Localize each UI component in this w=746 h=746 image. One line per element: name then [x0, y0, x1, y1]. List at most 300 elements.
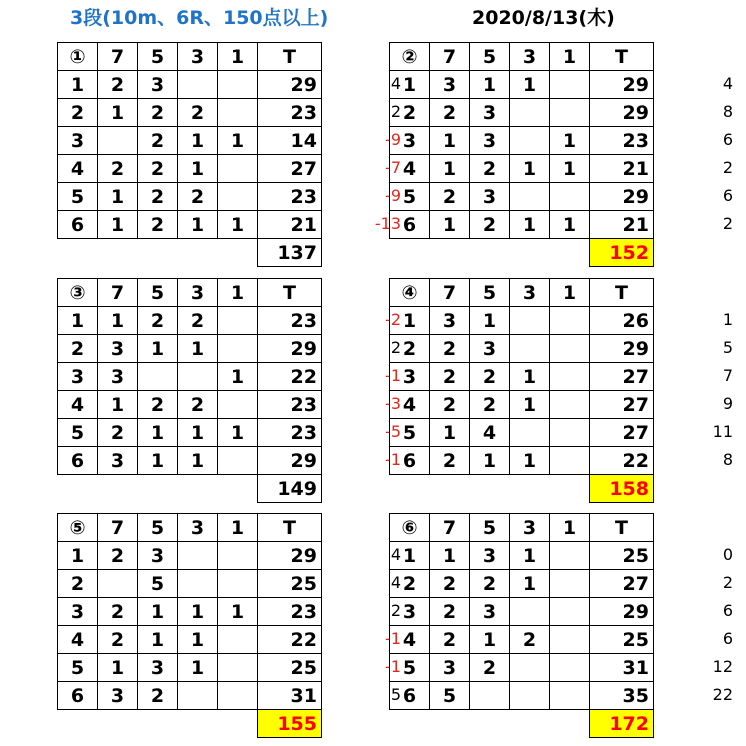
- count-5: 3: [138, 542, 178, 570]
- count-1: 1: [218, 127, 258, 155]
- table-row: [58, 363, 322, 391]
- column-header: 5: [470, 514, 510, 542]
- table-row: [58, 307, 322, 335]
- count-3: [510, 419, 550, 447]
- score-table: [57, 42, 322, 267]
- score-table: [389, 513, 654, 738]
- count-5: 2: [470, 391, 510, 419]
- column-header: 7: [430, 514, 470, 542]
- count-5: 2: [138, 211, 178, 239]
- count-1: [550, 71, 590, 99]
- count-5: 3: [470, 335, 510, 363]
- count-3: [178, 682, 218, 710]
- difference-value: -1: [385, 366, 401, 385]
- end-total: 27: [590, 391, 654, 419]
- count-3: [510, 682, 550, 710]
- end-total: 29: [258, 335, 322, 363]
- table-row: [58, 682, 322, 710]
- column-header: T: [590, 514, 654, 542]
- count-7: 2: [98, 542, 138, 570]
- count-1: [218, 335, 258, 363]
- count-1: [550, 654, 590, 682]
- column-header: 3: [178, 279, 218, 307]
- count-5: 2: [470, 570, 510, 598]
- end-total: 25: [258, 570, 322, 598]
- count-3: 1: [510, 211, 550, 239]
- count-3: [178, 363, 218, 391]
- table-row: [58, 447, 322, 475]
- end-total: 27: [590, 570, 654, 598]
- table-row: [390, 363, 654, 391]
- column-header: 7: [98, 279, 138, 307]
- count-5: 3: [470, 542, 510, 570]
- count-3: 1: [178, 626, 218, 654]
- end-total: 23: [258, 598, 322, 626]
- grand-total: 149: [258, 475, 322, 503]
- difference-value: 22: [712, 685, 733, 704]
- count-7: 1: [98, 183, 138, 211]
- grand-total: 155: [258, 710, 322, 738]
- count-5: [470, 682, 510, 710]
- table-row: [390, 447, 654, 475]
- count-7: [98, 570, 138, 598]
- score-block-5: [57, 513, 403, 735]
- column-header: T: [258, 514, 322, 542]
- end-number: 4: [390, 626, 430, 654]
- column-header: T: [258, 279, 322, 307]
- count-7: 2: [430, 99, 470, 127]
- count-1: [550, 363, 590, 391]
- end-total: 14: [258, 127, 322, 155]
- end-number: 2: [58, 335, 98, 363]
- end-number: 2: [390, 99, 430, 127]
- end-number: 2: [58, 570, 98, 598]
- count-5: 2: [138, 155, 178, 183]
- table-row: [390, 211, 654, 239]
- column-header: 1: [218, 514, 258, 542]
- count-5: 1: [138, 419, 178, 447]
- count-7: 3: [98, 682, 138, 710]
- count-1: [218, 99, 258, 127]
- end-number: 4: [58, 155, 98, 183]
- column-header: 5: [470, 279, 510, 307]
- count-5: 3: [138, 654, 178, 682]
- difference-value: 2: [390, 601, 401, 620]
- end-number: 6: [58, 211, 98, 239]
- count-7: 3: [430, 654, 470, 682]
- count-5: 2: [138, 682, 178, 710]
- end-total: 23: [258, 307, 322, 335]
- count-1: [550, 682, 590, 710]
- difference-value: -2: [385, 310, 401, 329]
- difference-value: 4: [390, 74, 401, 93]
- end-total: 25: [258, 654, 322, 682]
- count-3: 1: [510, 570, 550, 598]
- difference-value: -5: [385, 422, 401, 441]
- sum-row: [390, 475, 654, 503]
- set-mark: ④: [390, 279, 430, 307]
- end-total: 21: [590, 155, 654, 183]
- column-header: T: [590, 43, 654, 71]
- table-row: [58, 570, 322, 598]
- count-7: 2: [98, 419, 138, 447]
- difference-value: -3: [385, 394, 401, 413]
- table-row: [390, 682, 654, 710]
- count-5: 1: [138, 335, 178, 363]
- column-header: 7: [98, 514, 138, 542]
- count-1: [550, 99, 590, 127]
- end-total: 29: [590, 598, 654, 626]
- end-total: 23: [258, 99, 322, 127]
- count-7: 1: [430, 127, 470, 155]
- difference-value: 8: [722, 102, 733, 121]
- count-7: 3: [98, 447, 138, 475]
- count-7: 1: [430, 542, 470, 570]
- difference-value: -7: [385, 158, 401, 177]
- difference-value: 2: [722, 158, 733, 177]
- end-total: 27: [258, 155, 322, 183]
- table-row: [58, 155, 322, 183]
- table-row: [390, 598, 654, 626]
- table-row: [390, 654, 654, 682]
- count-3: [510, 307, 550, 335]
- header-row: [58, 279, 322, 307]
- date-label: 2020/8/13(木): [472, 7, 615, 29]
- count-1: 1: [218, 211, 258, 239]
- count-7: 2: [98, 598, 138, 626]
- count-1: 1: [550, 155, 590, 183]
- end-number: 3: [390, 598, 430, 626]
- table-row: [390, 183, 654, 211]
- end-number: 3: [390, 127, 430, 155]
- difference-value: 4: [390, 573, 401, 592]
- count-1: [218, 570, 258, 598]
- table-row: [390, 391, 654, 419]
- difference-value: 6: [722, 601, 733, 620]
- difference-value: -1: [385, 629, 401, 648]
- end-total: 26: [590, 307, 654, 335]
- table-row: [390, 307, 654, 335]
- table-row: [390, 419, 654, 447]
- difference-value: 2: [722, 573, 733, 592]
- count-7: 1: [98, 211, 138, 239]
- grand-total: 137: [258, 239, 322, 267]
- count-5: 1: [470, 447, 510, 475]
- blank-cell: [390, 475, 590, 503]
- count-1: [550, 419, 590, 447]
- count-7: 1: [98, 307, 138, 335]
- set-mark: ③: [58, 279, 98, 307]
- table-row: [390, 542, 654, 570]
- count-3: [510, 654, 550, 682]
- table-row: [58, 99, 322, 127]
- set-mark: ⑤: [58, 514, 98, 542]
- table-row: [390, 99, 654, 127]
- count-1: [550, 570, 590, 598]
- end-number: 1: [58, 71, 98, 99]
- table-row: [58, 127, 322, 155]
- count-5: 2: [470, 155, 510, 183]
- difference-value: 0: [722, 545, 733, 564]
- table-row: [390, 335, 654, 363]
- table-row: [58, 71, 322, 99]
- blank-cell: [58, 475, 258, 503]
- column-header: 5: [138, 279, 178, 307]
- count-1: [218, 654, 258, 682]
- end-number: 2: [390, 570, 430, 598]
- end-number: 6: [390, 447, 430, 475]
- end-number: 4: [390, 391, 430, 419]
- column-header: 3: [510, 514, 550, 542]
- end-number: 6: [58, 447, 98, 475]
- difference-value: 9: [722, 394, 733, 413]
- count-7: 2: [430, 447, 470, 475]
- count-3: [510, 335, 550, 363]
- score-table: [389, 278, 654, 503]
- end-number: 2: [58, 99, 98, 127]
- column-header: 5: [470, 43, 510, 71]
- score-block-6: [389, 513, 735, 735]
- count-1: [218, 183, 258, 211]
- count-7: 2: [430, 391, 470, 419]
- count-7: 1: [430, 155, 470, 183]
- difference-value: 4: [722, 74, 733, 93]
- end-number: 5: [390, 183, 430, 211]
- set-mark: ⑥: [390, 514, 430, 542]
- end-total: 25: [590, 542, 654, 570]
- count-3: [510, 99, 550, 127]
- end-number: 5: [390, 654, 430, 682]
- difference-value: -1: [385, 450, 401, 469]
- count-3: 1: [510, 363, 550, 391]
- end-number: 1: [58, 307, 98, 335]
- count-5: 2: [470, 363, 510, 391]
- end-number: 2: [390, 335, 430, 363]
- count-3: 1: [178, 419, 218, 447]
- count-1: [550, 335, 590, 363]
- column-header: 1: [550, 43, 590, 71]
- header-row: [58, 514, 322, 542]
- column-header: 1: [218, 43, 258, 71]
- count-1: [218, 155, 258, 183]
- column-header: 3: [510, 43, 550, 71]
- count-1: 1: [218, 419, 258, 447]
- count-5: 3: [470, 183, 510, 211]
- count-1: 1: [550, 211, 590, 239]
- column-header: T: [590, 279, 654, 307]
- end-total: 25: [590, 626, 654, 654]
- page-title: 3段(10m、6R、150点以上): [70, 7, 329, 29]
- count-5: 2: [138, 127, 178, 155]
- count-3: 2: [178, 307, 218, 335]
- count-1: [550, 391, 590, 419]
- count-3: 1: [178, 335, 218, 363]
- end-number: 6: [390, 682, 430, 710]
- end-number: 1: [390, 307, 430, 335]
- end-number: 5: [58, 654, 98, 682]
- count-3: [510, 127, 550, 155]
- column-header: 7: [430, 43, 470, 71]
- end-total: 29: [258, 447, 322, 475]
- end-total: 29: [590, 183, 654, 211]
- count-7: 3: [98, 363, 138, 391]
- end-total: 23: [258, 183, 322, 211]
- difference-value: -9: [385, 130, 401, 149]
- count-5: 5: [138, 570, 178, 598]
- difference-value: 6: [722, 130, 733, 149]
- grand-total: 172: [590, 710, 654, 738]
- count-3: 1: [510, 447, 550, 475]
- sum-row: [58, 239, 322, 267]
- header-row: [390, 514, 654, 542]
- count-1: [550, 626, 590, 654]
- end-number: 4: [58, 626, 98, 654]
- score-table: [57, 513, 322, 738]
- count-5: 3: [470, 99, 510, 127]
- difference-value: -13: [374, 214, 401, 233]
- count-1: [550, 542, 590, 570]
- end-number: 6: [390, 211, 430, 239]
- end-total: 21: [258, 211, 322, 239]
- difference-value: 6: [722, 629, 733, 648]
- score-block-4: [389, 278, 735, 500]
- table-row: [58, 419, 322, 447]
- column-header: 1: [550, 279, 590, 307]
- difference-value: -9: [385, 186, 401, 205]
- difference-value: 5: [722, 338, 733, 357]
- table-row: [390, 127, 654, 155]
- count-5: 3: [138, 71, 178, 99]
- score-block-3: [57, 278, 403, 500]
- count-3: 1: [510, 71, 550, 99]
- count-3: 1: [510, 155, 550, 183]
- count-1: 1: [218, 598, 258, 626]
- count-3: 2: [178, 183, 218, 211]
- difference-value: 2: [390, 102, 401, 121]
- table-row: [58, 598, 322, 626]
- count-1: [218, 447, 258, 475]
- count-7: 3: [430, 307, 470, 335]
- table-row: [58, 542, 322, 570]
- count-5: 1: [138, 598, 178, 626]
- count-7: 1: [430, 211, 470, 239]
- count-3: 1: [510, 391, 550, 419]
- end-total: 22: [590, 447, 654, 475]
- end-total: 29: [590, 99, 654, 127]
- count-5: 2: [470, 211, 510, 239]
- count-5: 4: [470, 419, 510, 447]
- count-7: 3: [98, 335, 138, 363]
- count-5: [138, 363, 178, 391]
- blank-cell: [58, 239, 258, 267]
- count-3: 2: [178, 99, 218, 127]
- table-row: [58, 626, 322, 654]
- count-5: 1: [470, 71, 510, 99]
- count-1: [550, 307, 590, 335]
- difference-value: 6: [722, 186, 733, 205]
- end-total: 35: [590, 682, 654, 710]
- column-header: 3: [178, 43, 218, 71]
- score-block-2: [389, 42, 735, 264]
- end-number: 5: [58, 419, 98, 447]
- grand-total: 152: [590, 239, 654, 267]
- end-total: 31: [590, 654, 654, 682]
- difference-value: -1: [385, 657, 401, 676]
- count-3: 1: [178, 211, 218, 239]
- difference-value: 1: [722, 310, 733, 329]
- end-number: 3: [58, 598, 98, 626]
- count-5: 2: [138, 307, 178, 335]
- table-row: [390, 155, 654, 183]
- header-row: [390, 43, 654, 71]
- count-7: 2: [430, 626, 470, 654]
- sum-row: [390, 239, 654, 267]
- count-5: 1: [138, 626, 178, 654]
- count-1: [550, 447, 590, 475]
- count-7: [98, 127, 138, 155]
- count-5: 2: [138, 99, 178, 127]
- blank-cell: [58, 710, 258, 738]
- count-5: 2: [138, 391, 178, 419]
- end-number: 5: [390, 419, 430, 447]
- difference-value: 4: [390, 545, 401, 564]
- end-total: 27: [590, 419, 654, 447]
- end-number: 4: [390, 155, 430, 183]
- count-1: [218, 682, 258, 710]
- table-row: [58, 335, 322, 363]
- count-5: 1: [470, 626, 510, 654]
- count-3: 1: [178, 654, 218, 682]
- end-total: 22: [258, 363, 322, 391]
- column-header: T: [258, 43, 322, 71]
- count-3: [510, 598, 550, 626]
- end-total: 22: [258, 626, 322, 654]
- end-total: 29: [258, 71, 322, 99]
- blank-cell: [390, 710, 590, 738]
- table-row: [58, 391, 322, 419]
- end-total: 29: [590, 335, 654, 363]
- count-7: 2: [430, 570, 470, 598]
- count-3: [178, 542, 218, 570]
- end-number: 6: [58, 682, 98, 710]
- end-total: 23: [590, 127, 654, 155]
- end-number: 1: [390, 71, 430, 99]
- count-1: [218, 542, 258, 570]
- count-7: 1: [430, 419, 470, 447]
- count-3: 1: [178, 447, 218, 475]
- count-7: 2: [98, 155, 138, 183]
- table-row: [58, 211, 322, 239]
- count-3: 2: [178, 391, 218, 419]
- column-header: 1: [550, 514, 590, 542]
- end-total: 29: [258, 542, 322, 570]
- count-1: 1: [550, 127, 590, 155]
- count-7: 5: [430, 682, 470, 710]
- table-row: [390, 71, 654, 99]
- set-mark: ②: [390, 43, 430, 71]
- column-header: 1: [218, 279, 258, 307]
- end-total: 23: [258, 419, 322, 447]
- count-7: 1: [98, 391, 138, 419]
- count-3: 2: [510, 626, 550, 654]
- count-3: 1: [178, 598, 218, 626]
- column-header: 3: [510, 279, 550, 307]
- count-7: 2: [98, 626, 138, 654]
- column-header: 5: [138, 43, 178, 71]
- difference-value: 12: [712, 657, 733, 676]
- count-7: 2: [430, 183, 470, 211]
- count-1: [218, 626, 258, 654]
